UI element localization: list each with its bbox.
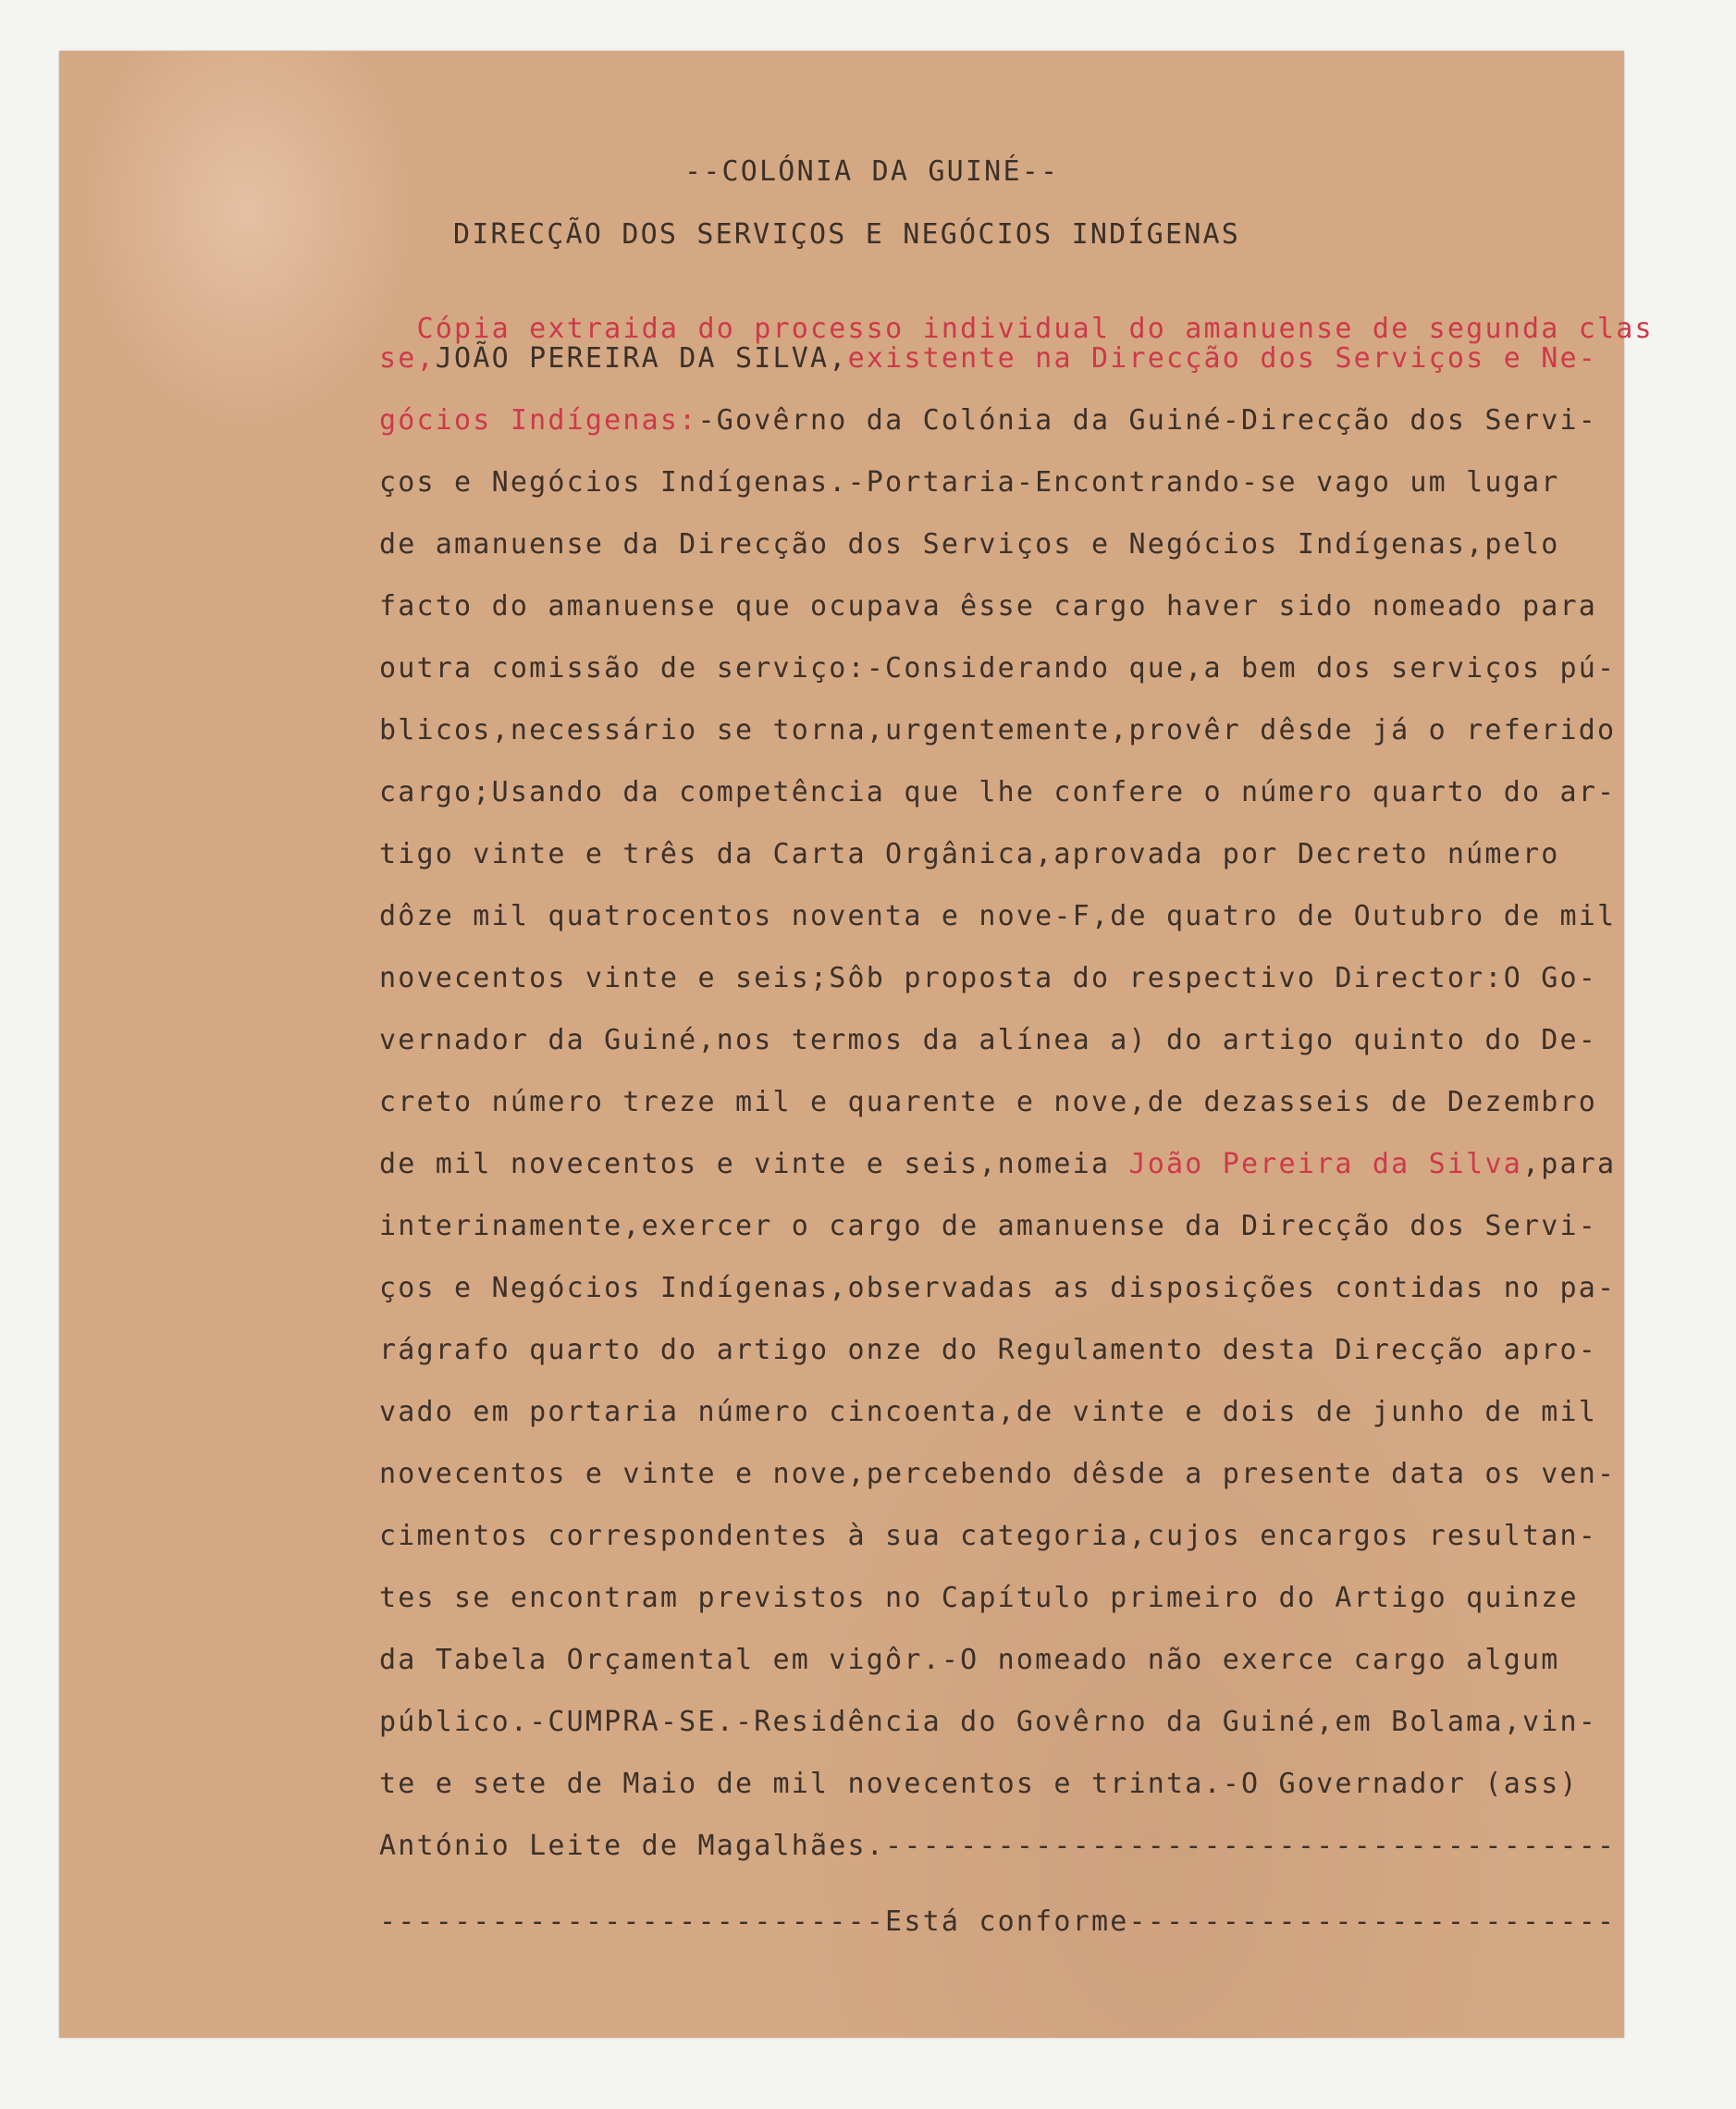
- text-line-17: ços e Negócios Indígenas,observadas as disposições contidas no pa-: [379, 1272, 1617, 1304]
- text-line-9: cargo;Usando da competência que lhe confere o número quarto do ar-: [379, 776, 1617, 808]
- body-text: -Govêrno da Colónia da Guiné-Direcção dos Servi-: [697, 404, 1598, 437]
- text-line-15: [379, 1148, 1616, 1181]
- text-line-6: facto do amanuense que ocupava êsse cargo haver sido nomeado para: [379, 590, 1597, 623]
- text-line-10: tigo vinte e três da Carta Orgânica,aprovada por Decreto número: [379, 838, 1560, 870]
- text-line-1: [379, 279, 1654, 346]
- text-line-7: outra comissão de serviço:-Considerando que,a bem dos serviços pú-: [379, 652, 1617, 684]
- red-text: gócios Indígenas:: [379, 404, 698, 437]
- name-text: JOÃO PEREIRA DA SILVA,: [435, 342, 848, 375]
- red-text: existente na Direcção dos Serviços e Ne-: [847, 342, 1598, 375]
- text-line-14: creto número treze mil e quarente e nove,de dezasseis de Dezembro: [379, 1086, 1597, 1118]
- text-line-27: ---------------------------Está conforme--------------------------: [379, 1906, 1617, 1938]
- red-text: Cópia extraida do processo individual do amanuense de segunda clas: [416, 313, 1654, 345]
- text-line-21: cimentos correspondentes à sua categoria,cujos encargos resultan-: [379, 1520, 1597, 1552]
- text-line-13: vernador da Guiné,nos termos da alínea a) do artigo quinto do De-: [379, 1024, 1597, 1056]
- text-line-12: novecentos vinte e seis;Sôb proposta do respectivo Director:O Go-: [379, 962, 1597, 994]
- body-text: de mil novecentos e vinte e seis,nomeia: [379, 1148, 1129, 1180]
- text-line-18: rágrafo quarto do artigo onze do Regulamento desta Direcção apro-: [379, 1334, 1597, 1366]
- text-line-3: [379, 404, 1597, 438]
- text-line-20: novecentos e vinte e nove,percebendo dêsde a presente data os ven-: [379, 1458, 1617, 1490]
- document-subtitle: DIRECÇÃO DOS SERVIÇOS E NEGÓCIOS INDÍGENAS: [453, 218, 1240, 251]
- text-line-11: dôze mil quatrocentos noventa e nove-F,de quatro de Outubro de mil: [379, 900, 1617, 932]
- text-line-26: António Leite de Magalhães.---------------------------------------: [379, 1830, 1617, 1862]
- text-line-22: tes se encontram previstos no Capítulo primeiro do Artigo quinze: [379, 1582, 1579, 1614]
- text-line-8: blicos,necessário se torna,urgentemente,provêr dêsde já o referido: [379, 714, 1617, 746]
- text-line-2: [379, 342, 1597, 376]
- text-line-16: interinamente,exercer o cargo de amanuense da Direcção dos Servi-: [379, 1210, 1597, 1242]
- text-line-5: de amanuense da Direcção dos Serviços e Negócios Indígenas,pelo: [379, 528, 1560, 561]
- text-line-4: ços e Negócios Indígenas.-Portaria-Encontrando-se vago um lugar: [379, 466, 1560, 499]
- text-line-24: público.-CUMPRA-SE.-Residência do Govêrno da Guiné,em Bolama,vin-: [379, 1706, 1597, 1738]
- red-name-text: João Pereira da Silva: [1128, 1148, 1522, 1180]
- text-line-25: te e sete de Maio de mil novecentos e trinta.-O Governador (ass): [379, 1768, 1579, 1800]
- body-text: ,para: [1521, 1148, 1617, 1180]
- red-text: se,: [379, 342, 436, 375]
- text-line-23: da Tabela Orçamental em vigôr.-O nomeado não exerce cargo algum: [379, 1644, 1560, 1676]
- document-title: --COLÓNIA DA GUINÉ--: [684, 155, 1060, 188]
- text-line-19: vado em portaria número cincoenta,de vinte e dois de junho de mil: [379, 1396, 1597, 1428]
